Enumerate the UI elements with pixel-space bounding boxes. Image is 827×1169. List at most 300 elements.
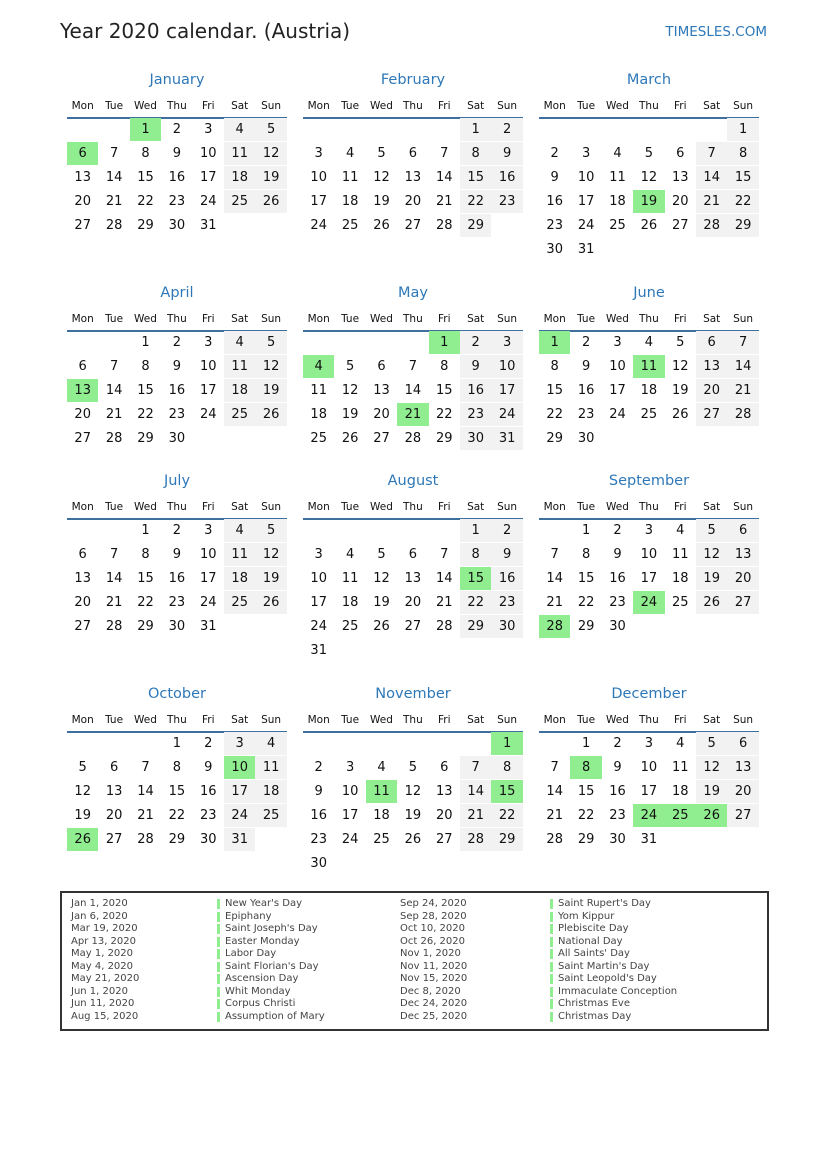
- day-cell: 25: [341, 619, 359, 634]
- day-cell: 12: [373, 170, 390, 185]
- day-cell: 24: [200, 194, 217, 209]
- legend-holiday-name: Immaculate Conception: [558, 985, 678, 997]
- day-cell: 25: [310, 431, 327, 446]
- day-cell: 28: [696, 214, 727, 237]
- day-cell: 1: [460, 519, 491, 542]
- day-cell: 28: [105, 431, 123, 446]
- day-cell: 16: [168, 383, 186, 398]
- day-cell: 19: [404, 808, 422, 823]
- weekday-header: Mon: [543, 100, 566, 112]
- weekday-header: Wed: [606, 313, 629, 325]
- weekday-header: Tue: [577, 501, 596, 513]
- day-cell: 18: [341, 595, 359, 610]
- weekday-header: Thu: [639, 501, 659, 513]
- day-cell: 30: [168, 431, 186, 446]
- day-cell: 3: [613, 335, 622, 350]
- site-brand-link[interactable]: TIMESLES.COM: [665, 24, 767, 40]
- weekday-header: Wed: [134, 313, 157, 325]
- legend-holiday-name: Epiphany: [225, 910, 272, 922]
- day-cell: 7: [727, 331, 758, 354]
- weekday-header: Fri: [674, 313, 687, 325]
- day-cell: 8: [440, 359, 449, 374]
- legend-holiday-name: New Year's Day: [225, 898, 303, 909]
- day-cell: 16: [310, 808, 327, 823]
- day-cell: 19: [696, 567, 727, 590]
- legend-date: May 1, 2020: [71, 948, 134, 959]
- day-cell: 20: [436, 808, 453, 823]
- day-cell: 9: [204, 760, 213, 775]
- day-cell: 24: [577, 218, 595, 233]
- day-cell: 2: [613, 523, 622, 538]
- weekday-header: Thu: [167, 100, 187, 112]
- day-cell: 15: [168, 784, 186, 799]
- day-cell: 23: [168, 595, 186, 610]
- day-cell: 16: [168, 170, 186, 185]
- day-cell: 29: [577, 619, 595, 634]
- day-cell: 10: [200, 359, 217, 374]
- day-cell: 17: [609, 383, 626, 398]
- holiday-day-cell: 24: [633, 591, 664, 614]
- weekday-header: Thu: [167, 501, 187, 513]
- day-cell: 29: [460, 214, 491, 237]
- day-cell: 22: [137, 194, 154, 209]
- day-cell: 15: [137, 170, 154, 185]
- legend-date: Jun 1, 2020: [71, 985, 128, 997]
- legend-date: Nov 11, 2020: [400, 960, 468, 972]
- weekday-header: Mon: [71, 313, 94, 325]
- day-cell: 29: [137, 619, 154, 634]
- day-cell: 28: [436, 218, 453, 233]
- day-cell: 18: [373, 808, 390, 823]
- day-cell: 24: [491, 403, 522, 426]
- day-cell: 16: [609, 784, 626, 799]
- day-cell: 20: [672, 194, 689, 209]
- day-cell: 7: [109, 547, 119, 562]
- legend-holiday-name: Saint Florian's Day: [225, 960, 319, 972]
- day-cell: 18: [609, 194, 626, 209]
- day-cell: 16: [168, 571, 186, 586]
- day-cell: 11: [609, 170, 626, 185]
- day-cell: 22: [137, 595, 154, 610]
- day-cell: 26: [696, 591, 727, 614]
- day-cell: 6: [676, 146, 685, 161]
- day-cell: 19: [255, 166, 286, 189]
- weekday-header: Wed: [134, 501, 157, 513]
- day-cell: 12: [255, 142, 286, 165]
- day-cell: 30: [491, 615, 522, 638]
- weekday-header: Sat: [467, 100, 485, 112]
- weekday-header: Fri: [438, 100, 451, 112]
- day-cell: 3: [204, 335, 213, 350]
- day-cell: 12: [373, 571, 390, 586]
- weekday-header: Mon: [543, 501, 566, 513]
- weekday-header: Sun: [497, 714, 518, 726]
- day-cell: 2: [550, 146, 559, 161]
- day-cell: 23: [168, 194, 186, 209]
- legend-holiday-marker: [217, 899, 220, 909]
- legend-holiday-marker: [550, 1012, 553, 1022]
- legend-holiday-marker: [217, 912, 220, 922]
- day-cell: 16: [577, 383, 595, 398]
- weekday-header: Thu: [167, 313, 187, 325]
- day-cell: 7: [440, 547, 449, 562]
- day-cell: 20: [696, 379, 727, 402]
- weekday-header: Fri: [202, 313, 215, 325]
- day-cell: 2: [581, 335, 591, 350]
- holiday-day-cell: 1: [491, 732, 522, 755]
- legend-holiday-name: Whit Monday: [225, 985, 291, 997]
- day-cell: 22: [546, 407, 563, 422]
- day-cell: 10: [341, 784, 359, 799]
- day-cell: 3: [491, 331, 522, 354]
- day-cell: 6: [78, 359, 87, 374]
- day-cell: 12: [341, 383, 359, 398]
- legend-date: Sep 28, 2020: [400, 910, 467, 922]
- day-cell: 7: [550, 760, 559, 775]
- day-cell: 10: [310, 571, 327, 586]
- day-cell: 12: [672, 359, 689, 374]
- day-cell: 20: [105, 808, 123, 823]
- day-cell: 4: [644, 335, 654, 350]
- day-cell: 21: [436, 194, 453, 209]
- day-cell: 11: [341, 571, 359, 586]
- day-cell: 19: [74, 808, 91, 823]
- day-cell: 19: [373, 194, 390, 209]
- day-cell: 29: [137, 431, 154, 446]
- day-cell: 4: [345, 146, 355, 161]
- weekday-header: Thu: [167, 714, 187, 726]
- legend-date: Jan 6, 2020: [71, 910, 128, 922]
- weekday-header: Wed: [606, 501, 629, 513]
- day-cell: 22: [436, 407, 453, 422]
- day-cell: 15: [577, 784, 595, 799]
- day-cell: 27: [105, 832, 123, 847]
- day-cell: 29: [436, 431, 453, 446]
- weekday-header: Thu: [639, 714, 659, 726]
- day-cell: 18: [224, 166, 255, 189]
- legend-holiday-name: National Day: [558, 935, 623, 947]
- day-cell: 19: [373, 595, 390, 610]
- legend-holiday-marker: [217, 924, 220, 934]
- day-cell: 6: [109, 760, 119, 775]
- day-cell: 15: [577, 571, 595, 586]
- weekday-header: Wed: [370, 501, 393, 513]
- day-cell: 29: [168, 832, 186, 847]
- day-cell: 31: [310, 643, 327, 658]
- day-cell: 16: [460, 379, 491, 402]
- day-cell: 16: [609, 571, 626, 586]
- legend-date: Oct 10, 2020: [400, 923, 465, 934]
- weekday-header: Fri: [438, 313, 451, 325]
- weekday-header: Wed: [370, 714, 393, 726]
- day-cell: 5: [676, 335, 685, 350]
- day-cell: 26: [255, 403, 286, 426]
- day-cell: 17: [640, 571, 658, 586]
- day-cell: 17: [224, 780, 255, 803]
- day-cell: 17: [341, 808, 359, 823]
- day-cell: 28: [105, 218, 123, 233]
- day-cell: 13: [373, 383, 390, 398]
- day-cell: 16: [200, 784, 217, 799]
- month-name: May: [398, 285, 428, 301]
- holiday-day-cell: 6: [67, 142, 98, 165]
- weekday-header: Mon: [307, 100, 330, 112]
- holiday-day-cell: 11: [633, 355, 664, 378]
- day-cell: 25: [609, 218, 626, 233]
- legend-holiday-marker: [217, 974, 220, 984]
- day-cell: 30: [609, 832, 626, 847]
- day-cell: 7: [696, 142, 727, 165]
- day-cell: 31: [640, 832, 658, 847]
- day-cell: 23: [609, 595, 626, 610]
- weekday-header: Sat: [231, 714, 249, 726]
- legend-date: Mar 19, 2020: [71, 923, 138, 934]
- weekday-header: Sun: [261, 313, 282, 325]
- legend-date: Nov 1, 2020: [400, 948, 461, 959]
- day-cell: 24: [200, 595, 217, 610]
- day-cell: 19: [696, 780, 727, 803]
- day-cell: 10: [491, 355, 522, 378]
- legend-holiday-marker: [550, 987, 553, 997]
- weekday-header: Sat: [467, 501, 485, 513]
- day-cell: 18: [341, 194, 359, 209]
- day-cell: 21: [546, 595, 563, 610]
- day-cell: 10: [200, 547, 217, 562]
- month-name: September: [608, 473, 690, 489]
- day-cell: 22: [460, 591, 491, 614]
- day-cell: 27: [672, 218, 689, 233]
- day-cell: 28: [727, 403, 758, 426]
- holiday-day-cell: 8: [570, 756, 601, 779]
- day-cell: 12: [640, 170, 658, 185]
- weekday-header: Tue: [577, 313, 596, 325]
- weekday-header: Thu: [403, 100, 423, 112]
- day-cell: 25: [224, 403, 255, 426]
- day-cell: 31: [200, 218, 217, 233]
- day-cell: 28: [137, 832, 154, 847]
- weekday-header: Sun: [497, 501, 518, 513]
- holiday-day-cell: 1: [539, 331, 570, 354]
- day-cell: 25: [224, 591, 255, 614]
- legend-holiday-name: Easter Monday: [225, 935, 300, 947]
- day-cell: 22: [727, 190, 758, 213]
- month-name: August: [387, 473, 439, 489]
- day-cell: 21: [460, 804, 491, 827]
- weekday-header: Mon: [543, 714, 566, 726]
- day-cell: 2: [491, 519, 522, 542]
- weekday-header: Sat: [467, 313, 485, 325]
- legend-holiday-name: Assumption of Mary: [225, 1010, 325, 1022]
- weekday-header: Fri: [674, 714, 687, 726]
- day-cell: 30: [168, 619, 186, 634]
- day-cell: 8: [727, 142, 758, 165]
- day-cell: 22: [577, 595, 595, 610]
- day-cell: 1: [141, 523, 150, 538]
- day-cell: 4: [345, 547, 355, 562]
- day-cell: 3: [581, 146, 591, 161]
- legend-holiday-name: Corpus Christi: [225, 998, 296, 1009]
- day-cell: 19: [255, 379, 286, 402]
- month-name: April: [160, 285, 194, 301]
- day-cell: 6: [408, 146, 418, 161]
- day-cell: 2: [204, 736, 213, 751]
- day-cell: 20: [727, 780, 758, 803]
- legend-date: Dec 24, 2020: [400, 998, 468, 1009]
- day-cell: 30: [310, 856, 327, 871]
- day-cell: 19: [672, 383, 689, 398]
- day-cell: 5: [377, 146, 386, 161]
- day-cell: 13: [404, 571, 422, 586]
- day-cell: 5: [696, 519, 727, 542]
- day-cell: 7: [550, 547, 559, 562]
- day-cell: 25: [255, 804, 286, 827]
- legend-holiday-marker: [217, 999, 220, 1009]
- day-cell: 2: [314, 760, 323, 775]
- legend-holiday-name: Yom Kippur: [558, 910, 615, 922]
- day-cell: 26: [404, 832, 422, 847]
- legend-holiday-name: Saint Rupert's Day: [558, 898, 651, 909]
- day-cell: 31: [224, 828, 255, 851]
- day-cell: 30: [609, 619, 626, 634]
- day-cell: 18: [224, 379, 255, 402]
- holiday-day-cell: 1: [429, 331, 460, 354]
- day-cell: 23: [200, 808, 217, 823]
- day-cell: 7: [408, 359, 418, 374]
- month-name: July: [163, 473, 191, 489]
- day-cell: 9: [172, 547, 182, 562]
- day-cell: 9: [613, 760, 622, 775]
- day-cell: 3: [314, 547, 323, 562]
- day-cell: 14: [105, 571, 123, 586]
- weekday-header: Tue: [341, 100, 360, 112]
- legend-date: Apr 13, 2020: [71, 935, 137, 947]
- day-cell: 12: [696, 543, 727, 566]
- day-cell: 13: [727, 543, 758, 566]
- holiday-day-cell: 24: [633, 804, 664, 827]
- day-cell: 18: [255, 780, 286, 803]
- day-cell: 20: [74, 595, 91, 610]
- day-cell: 10: [640, 547, 658, 562]
- day-cell: 9: [613, 547, 622, 562]
- legend-holiday-marker: [550, 912, 553, 922]
- legend-holiday-marker: [550, 999, 553, 1009]
- holiday-day-cell: 25: [665, 804, 696, 827]
- day-cell: 13: [696, 355, 727, 378]
- day-cell: 20: [404, 595, 422, 610]
- day-cell: 28: [546, 832, 563, 847]
- weekday-header: Tue: [341, 313, 360, 325]
- weekday-header: Wed: [134, 714, 157, 726]
- legend-holiday-name: Saint Joseph's Day: [225, 923, 318, 934]
- day-cell: 14: [546, 571, 563, 586]
- day-cell: 16: [491, 166, 522, 189]
- weekday-header: Tue: [577, 714, 596, 726]
- day-cell: 30: [168, 218, 186, 233]
- weekday-header: Sat: [703, 100, 721, 112]
- day-cell: 4: [255, 732, 286, 755]
- day-cell: 6: [377, 359, 386, 374]
- day-cell: 5: [644, 146, 654, 161]
- weekday-header: Sat: [231, 100, 249, 112]
- legend-date: May 21, 2020: [71, 973, 140, 984]
- day-cell: 5: [255, 519, 286, 542]
- holiday-day-cell: 26: [696, 804, 727, 827]
- weekday-header: Sun: [733, 714, 754, 726]
- day-cell: 1: [172, 736, 182, 751]
- day-cell: 15: [137, 571, 154, 586]
- day-cell: 30: [460, 427, 491, 450]
- day-cell: 10: [577, 170, 595, 185]
- day-cell: 30: [546, 242, 563, 257]
- day-cell: 26: [373, 619, 390, 634]
- day-cell: 1: [581, 736, 591, 751]
- day-cell: 4: [676, 736, 685, 751]
- weekday-header: Fri: [202, 100, 215, 112]
- holiday-day-cell: 13: [67, 379, 98, 402]
- day-cell: 12: [696, 756, 727, 779]
- legend-holiday-marker: [550, 924, 553, 934]
- day-cell: 1: [141, 335, 150, 350]
- day-cell: 2: [491, 118, 522, 141]
- weekday-header: Fri: [438, 501, 451, 513]
- weekday-header: Tue: [341, 501, 360, 513]
- day-cell: 31: [491, 427, 522, 450]
- day-cell: 9: [172, 359, 182, 374]
- day-cell: 9: [460, 355, 491, 378]
- day-cell: 12: [74, 784, 91, 799]
- day-cell: 23: [609, 808, 626, 823]
- day-cell: 2: [613, 736, 622, 751]
- day-cell: 20: [404, 194, 422, 209]
- day-cell: 2: [172, 523, 182, 538]
- day-cell: 9: [314, 784, 323, 799]
- day-cell: 18: [310, 407, 327, 422]
- day-cell: 23: [310, 832, 327, 847]
- day-cell: 29: [727, 214, 758, 237]
- day-cell: 3: [314, 146, 323, 161]
- day-cell: 10: [609, 359, 626, 374]
- day-cell: 16: [546, 194, 563, 209]
- weekday-header: Wed: [370, 100, 393, 112]
- weekday-header: Tue: [577, 100, 596, 112]
- month-name: February: [380, 72, 446, 88]
- legend-holiday-name: Plebiscite Day: [558, 923, 629, 934]
- day-cell: 13: [436, 784, 453, 799]
- weekday-header: Mon: [307, 313, 330, 325]
- legend-holiday-name: Labor Day: [225, 948, 277, 959]
- day-cell: 14: [404, 383, 422, 398]
- day-cell: 18: [672, 784, 689, 799]
- day-cell: 27: [727, 591, 758, 614]
- day-cell: 11: [224, 142, 255, 165]
- day-cell: 10: [310, 170, 327, 185]
- legend-holiday-marker: [217, 949, 220, 959]
- day-cell: 7: [460, 756, 491, 779]
- weekday-header: Tue: [105, 714, 124, 726]
- day-cell: 6: [727, 519, 758, 542]
- weekday-header: Tue: [105, 100, 124, 112]
- day-cell: 23: [491, 190, 522, 213]
- day-cell: 13: [404, 170, 422, 185]
- weekday-header: Wed: [606, 714, 629, 726]
- month-name: October: [147, 686, 207, 702]
- legend-holiday-name: Christmas Eve: [558, 998, 630, 1009]
- day-cell: 23: [168, 407, 186, 422]
- day-cell: 25: [341, 218, 359, 233]
- day-cell: 1: [727, 118, 758, 141]
- day-cell: 12: [404, 784, 422, 799]
- day-cell: 11: [672, 547, 689, 562]
